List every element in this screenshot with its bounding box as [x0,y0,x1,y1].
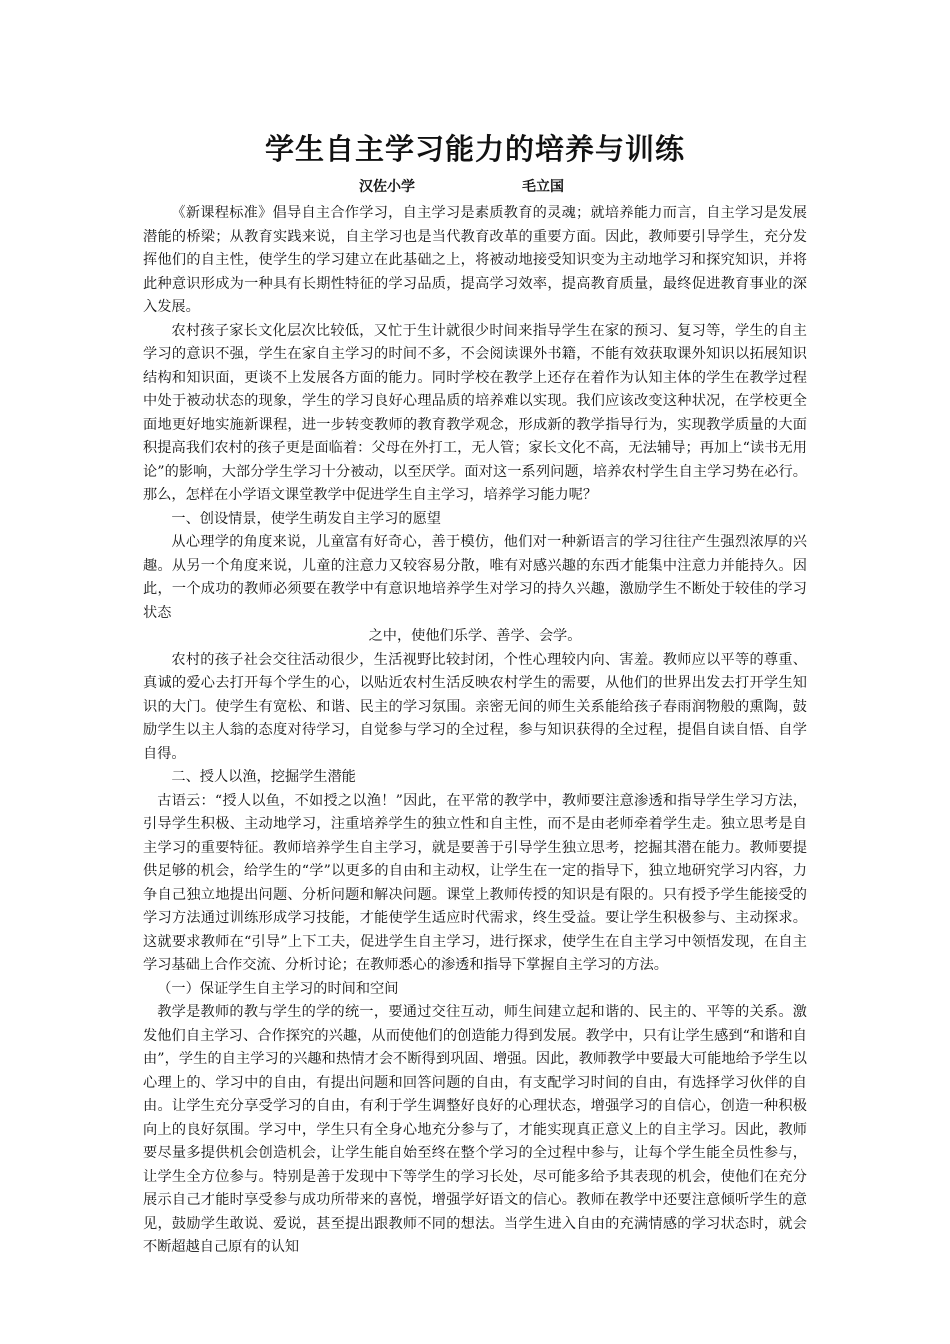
paragraph-interest: 从心理学的角度来说，儿童富有好奇心，善于模仿，他们对一种新语言的学习往往产生强烈浓厚的兴趣。从另一个角度来说，儿童的注意力又较容易分散，唯有对感兴趣的东西才能集中注意力并能持久。因此，一个成功的教师必须要在教学中有意识地培养学生对学习的持久兴趣，激励学生不断处于较佳的学习状态 [143,534,807,621]
section-heading-1: 一、创设情景，使学生萌发自主学习的愿望 [171,510,441,527]
subsection-heading-1: （一）保证学生自主学习的时间和空间 [157,980,399,997]
paragraph-intro: 《新课程标准》倡导自主合作学习，自主学习是素质教育的灵魂；就培养能力而言，自主学习是发展潜能的桥梁；从教育实践来说，自主学习也是当代教育改革的重要方面。因此，教师要引导学生，充分发挥他们的自主性，使学生的学习建立在此基础之上，将被动地接受知识变为主动地学习和探究知识，并将此种意识形成为一种具有长期性特征的学习品质，提高学习效率，提高教育质量，最终促进教育事业的深入发展。 [143,205,807,315]
paragraph-rural-children: 农村的孩子社会交往活动很少，生活视野比较封闭，个性心理较内向、害羞。教师应以平等的尊重、真诚的爱心去打开每个学生的心，以贴近农村生活反映农村学生的需要，从他们的世界出发去打开学生知识的大门。使学生有宽松、和谐、民主的学习氛围。亲密无间的师生关系能给孩子春雨润物般的熏陶，鼓励学生以主人翁的态度对待学习，自觉参与学习的全过程，参与知识获得的全过程，提倡自读自悟、自学自得。 [143,651,807,762]
section-heading-2: 二、授人以渔，挖掘学生潜能 [171,769,356,785]
paragraph-interest-end: 之中，使他们乐学、善学、会学。 [368,628,582,644]
document-title: 学生自主学习能力的培养与训练 [264,132,685,166]
author-school: 汉佐小学 [359,179,415,195]
paragraph-time-space: 教学是教师的教与学生的学的统一，要通过交往互动，师生间建立起和谐的、民主的、平等的关系。激发他们自主学习、合作探究的兴趣，从而使他们的创造能力得到发展。教学中，只有让学生感到“和谐和自由”，学生的自主学习的兴趣和热情才会不断得到巩固、增强。因此，教师教学中要最大可能地给予学生以心理上的、学习中的自由，有提出问题和回答问题的自由，有支配学习时间的自由，有选择学习伙伴的自由。让学生充分享受学习的自由，有利于学生调整好良好的心理状态，增强学习的自信心，创造一种积极向上的良好氛围。学习中，学生只有全身心地充分参与了，才能实现真正意义上的自主学习。因此，教师要尽量多提供机会创造机会，让学生能自始至终在整个学习的全过程中参与，让每个学生能全员性参与，让学生全方位参与。特别是善于发现中下等学生的学习长处，尽可能多给予其表现的机会，使他们在充分展示自己才能时享受参与成功所带来的喜悦，增强学好语文的信心。教师在教学中还要注意倾听学生的意见，鼓励学生敢说、爱说，甚至提出跟教师不同的想法。当学生进入自由的充满情感的学习状态时，就会不断超越自己原有的认知 [143,1004,807,1255]
author-name: 毛立国 [522,179,564,195]
paragraph-methods: 古语云：“授人以鱼，不如授之以渔！”因此，在平常的教学中，教师要注意渗透和指导学生学习方法，引导学生积极、主动地学习，注重培养学生的独立性和自主性，而不是由老师牵着学生走。独立思考是自主学习的重要特征。教师培养学生自主学习，就是要善于引导学生独立思考，挖掘其潜在能力。教师要提供足够的机会，给学生的“学”以更多的自由和主动权，让学生在一定的指导下，独立地研究学习内容，力争自己独立地提出问题、分析问题和解决问题。课堂上教师传授的知识是有限的。只有授予学生能接受的学习方法通过训练形成学习技能，才能使学生适应时代需求，终生受益。要让学生积极参与、主动探求。这就要求教师在“引导”上下工夫，促进学生自主学习，进行探求，使学生在自主学习中领悟发现，在自主学习基础上合作交流、分析讨论；在教师悉心的渗透和指导下掌握自主学习的方法。 [143,792,807,973]
paragraph-background: 农村孩子家长文化层次比较低，又忙于生计就很少时间来指导学生在家的预习、复习等，学生的自主学习的意识不强，学生在家自主学习的时间不多，不会阅读课外书籍，不能有效获取课外知识以拓展知识结构和知识面，更谈不上发展各方面的能力。同时学校在教学上还存在着作为认知主体的学生在教学过程中处于被动状态的现象，学生的学习良好心理品质的培养难以实现。我们应该改变这种状况，在学校更全面地更好地实施新课程，进一步转变教师的教育教学观念，形成新的教学指导行为，实现教学质量的大面积提高我们农村的孩子更是面临着：父母在外打工，无人管；家长文化不高，无法辅导；再加上“读书无用论”的影响，大部分学生学习十分被动，以至厌学。面对这一系列问题，培养农村学生自主学习势在必行。那么，怎样在小学语文课堂教学中促进学生自主学习，培养学习能力呢？ [143,322,807,503]
document-body [143,202,807,1260]
